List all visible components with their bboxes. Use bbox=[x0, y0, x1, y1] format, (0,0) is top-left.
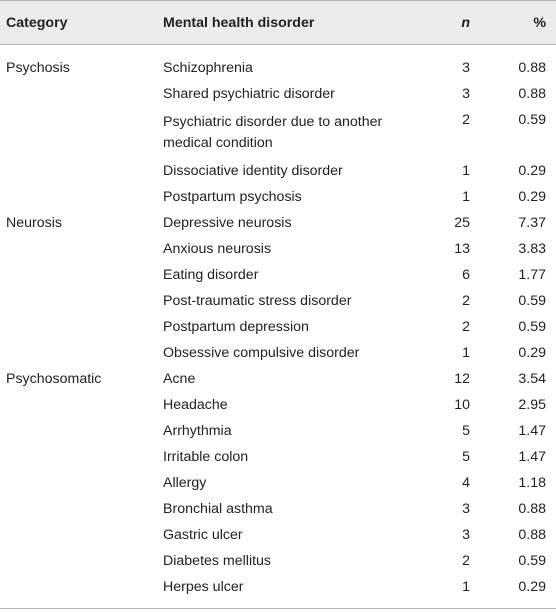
header-percent: % bbox=[480, 1, 556, 45]
cell-n: 2 bbox=[462, 319, 470, 335]
cell-n: 13 bbox=[454, 241, 470, 257]
cell-percent: 1.18 bbox=[518, 475, 546, 491]
cell-percent: 7.37 bbox=[518, 215, 546, 231]
cell-percent: 0.88 bbox=[518, 86, 546, 102]
cell-percent: 0.88 bbox=[518, 501, 546, 517]
cell-disorder: Psychiatric disorder due to another medical condition bbox=[163, 114, 383, 151]
cell-percent: 1.77 bbox=[518, 267, 546, 283]
cell-n: 5 bbox=[462, 449, 470, 465]
cell-n: 6 bbox=[462, 267, 470, 283]
cell-disorder: Dissociative identity disorder bbox=[163, 163, 343, 179]
cell-n: 3 bbox=[462, 60, 470, 76]
cell-n: 2 bbox=[462, 112, 470, 128]
cell-n: 1 bbox=[462, 345, 470, 361]
cell-percent: 0.88 bbox=[518, 60, 546, 76]
cell-n: 12 bbox=[454, 371, 470, 387]
table-row bbox=[0, 315, 556, 341]
cell-category bbox=[0, 237, 157, 263]
cell-category bbox=[0, 575, 157, 609]
cell-percent: 1.47 bbox=[518, 423, 546, 439]
table-row bbox=[0, 497, 556, 523]
cell-category bbox=[0, 497, 157, 523]
cell-disorder: Bronchial asthma bbox=[163, 501, 273, 517]
cell-percent: 0.59 bbox=[518, 319, 546, 335]
cell-n: 1 bbox=[462, 189, 470, 205]
cell-disorder: Shared psychiatric disorder bbox=[163, 86, 335, 102]
cell-n: 2 bbox=[462, 293, 470, 309]
table-row bbox=[0, 549, 556, 575]
cell-percent: 0.29 bbox=[518, 345, 546, 361]
cell-disorder: Postpartum depression bbox=[163, 319, 309, 335]
cell-n: 1 bbox=[410, 575, 480, 609]
table-row bbox=[0, 237, 556, 263]
cell-percent: 3.83 bbox=[518, 241, 546, 257]
table-row bbox=[0, 289, 556, 315]
cell-category bbox=[0, 289, 157, 315]
cell-percent: 2.95 bbox=[518, 397, 546, 413]
table-row bbox=[0, 185, 556, 211]
cell-disorder: Post-traumatic stress disorder bbox=[163, 293, 352, 309]
cell-n: 5 bbox=[462, 423, 470, 439]
cell-category: Psychosomatic bbox=[6, 371, 102, 387]
cell-category bbox=[0, 523, 157, 549]
header-n: n bbox=[410, 1, 480, 45]
cell-disorder: Diabetes mellitus bbox=[163, 553, 272, 569]
cell-n: 10 bbox=[454, 397, 470, 413]
cell-disorder: Gastric ulcer bbox=[163, 527, 243, 543]
cell-percent: 0.29 bbox=[518, 163, 546, 179]
table-row bbox=[0, 341, 556, 367]
cell-disorder: Depressive neurosis bbox=[163, 215, 292, 231]
cell-n: 3 bbox=[462, 86, 470, 102]
cell-percent: 3.54 bbox=[518, 371, 546, 387]
cell-percent: 0.59 bbox=[518, 293, 546, 309]
cell-category bbox=[0, 108, 157, 159]
cell-percent: 0.29 bbox=[480, 575, 556, 609]
cell-category bbox=[0, 82, 157, 108]
table-row bbox=[0, 159, 556, 185]
table-row bbox=[0, 445, 556, 471]
table-row bbox=[0, 108, 556, 159]
table-row bbox=[0, 393, 556, 419]
table-row bbox=[0, 419, 556, 445]
cell-percent: 0.59 bbox=[518, 553, 546, 569]
cell-disorder: Headache bbox=[163, 397, 228, 413]
cell-percent: 1.47 bbox=[518, 449, 546, 465]
cell-category bbox=[0, 315, 157, 341]
table-row bbox=[0, 575, 556, 609]
table-row bbox=[0, 523, 556, 549]
cell-category bbox=[0, 445, 157, 471]
cell-n: 3 bbox=[462, 527, 470, 543]
cell-category bbox=[0, 393, 157, 419]
cell-disorder: Acne bbox=[163, 371, 196, 387]
header-disorder: Mental health disorder bbox=[157, 1, 410, 45]
cell-category bbox=[0, 263, 157, 289]
table-row bbox=[0, 367, 556, 393]
cell-percent: 0.59 bbox=[518, 112, 546, 128]
cell-n: 3 bbox=[462, 501, 470, 517]
cell-category bbox=[0, 471, 157, 497]
table-row bbox=[0, 211, 556, 237]
cell-percent: 0.29 bbox=[518, 189, 546, 205]
table-row bbox=[0, 263, 556, 289]
cell-category bbox=[0, 549, 157, 575]
cell-disorder: Eating disorder bbox=[163, 267, 259, 283]
cell-category bbox=[0, 419, 157, 445]
cell-disorder: Obsessive compulsive disorder bbox=[163, 345, 360, 361]
table-row bbox=[0, 45, 556, 83]
cell-n: 2 bbox=[462, 553, 470, 569]
cell-disorder: Postpartum psychosis bbox=[163, 189, 302, 205]
cell-category: Neurosis bbox=[6, 215, 62, 231]
cell-n: 4 bbox=[462, 475, 470, 491]
cell-percent: 0.88 bbox=[518, 527, 546, 543]
header-row bbox=[0, 1, 556, 45]
table-row bbox=[0, 471, 556, 497]
table-body bbox=[0, 45, 556, 609]
table-header bbox=[0, 1, 556, 45]
cell-disorder: Allergy bbox=[163, 475, 207, 491]
cell-category bbox=[0, 341, 157, 367]
cell-n: 25 bbox=[454, 215, 470, 231]
cell-disorder: Anxious neurosis bbox=[163, 241, 272, 257]
header-category: Category bbox=[0, 1, 157, 45]
cell-disorder: Irritable colon bbox=[163, 449, 249, 465]
table-row bbox=[0, 82, 556, 108]
cell-category bbox=[0, 159, 157, 185]
cell-disorder: Herpes ulcer bbox=[157, 575, 410, 609]
cell-category: Psychosis bbox=[6, 60, 70, 76]
cell-category bbox=[0, 185, 157, 211]
cell-n: 1 bbox=[462, 163, 470, 179]
cell-disorder: Schizophrenia bbox=[163, 60, 253, 76]
cell-disorder: Arrhythmia bbox=[163, 423, 232, 439]
